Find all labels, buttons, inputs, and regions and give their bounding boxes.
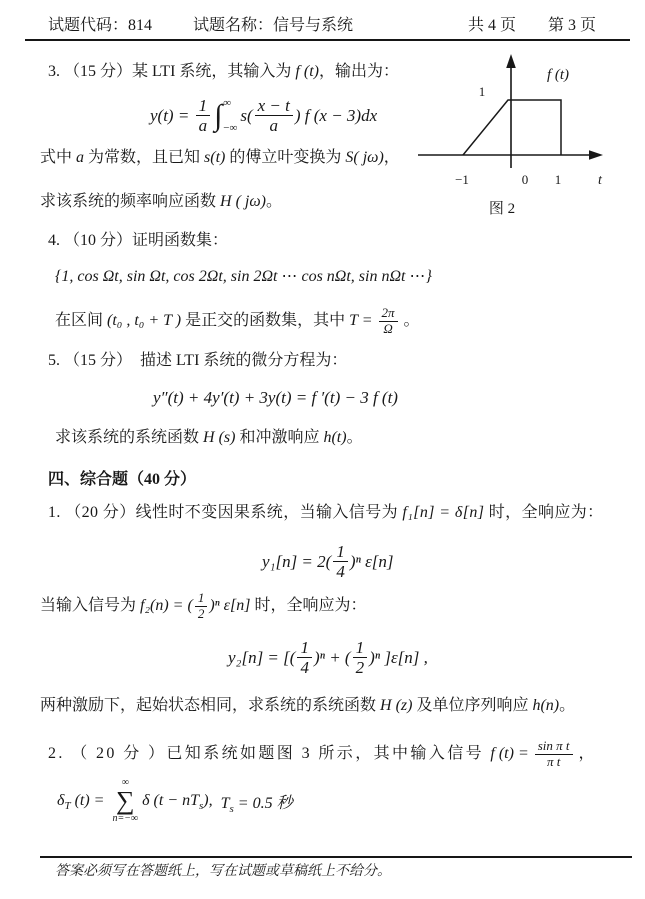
q3-line2-text2: 为常数，且已知 (84, 149, 205, 166)
q5-intro: 5. （15 分） 描述 LTI 系统的微分方程为： (48, 352, 348, 369)
section-4-title: 四、综合题（40 分） (48, 471, 197, 488)
figure-ft-label: f (t) (546, 67, 570, 83)
q3-line2-Sjw: S( jω) (345, 149, 384, 166)
y2-mid: )ⁿ + ( (313, 647, 351, 667)
f2-text1: 当输入信号为 (40, 596, 141, 614)
q4-interval-line (55, 300, 420, 342)
q4-frac-2pi-over-omega (379, 306, 398, 336)
q3-close-paren: ) (294, 105, 301, 125)
c1-outro-text2: 及单位序列响应 (412, 697, 533, 714)
integral-lower-limit: −∞ (223, 121, 238, 134)
q4-frac-den: Ω (383, 320, 393, 336)
q5-ht: h(t) (323, 429, 347, 446)
c1-hn: h(n) (532, 697, 560, 714)
delta-equals: (t) = (70, 792, 109, 809)
q3-line3-text: 求该系统的频率响应函数 (40, 193, 221, 210)
delta-glyph: δ (57, 792, 65, 809)
q5-Hs: H (s) (203, 429, 236, 446)
y2-frac1-den: 4 (300, 658, 309, 678)
q3-frac1-num: 1 (196, 96, 211, 116)
q4-intro: 4. （10 分）证明函数集： (48, 232, 229, 249)
header-exam-code: 试题代码：814 (48, 17, 153, 34)
q4-interval-text3: 。 (399, 311, 420, 329)
footer-notice: 答案必须写在答题纸上，写在试题或草稿纸上不给分。 (55, 864, 391, 879)
q5-line (55, 428, 363, 449)
q4-T-equals: T = (349, 311, 377, 329)
c1-outro-text3: 。 (559, 697, 576, 714)
q3-line2 (40, 148, 400, 169)
q3-line3 (40, 192, 282, 213)
q3-line3-tail: 。 (265, 193, 282, 210)
integral-upper-limit: ∞ (223, 96, 232, 109)
q3-intro-math: f (t) (295, 63, 319, 80)
y1-frac-1-over-4 (333, 542, 348, 581)
y2-lhs: y₂[n] = [( (228, 647, 296, 667)
y1-lhs: y₁[n] = 2( (262, 551, 332, 571)
c2-frac-sinpit-over-pit (535, 739, 573, 769)
sum-upper-limit: ∞ (121, 777, 129, 788)
delta-subscript-T: T (64, 800, 71, 813)
c2-intro (48, 732, 595, 776)
c1-y1-formula (262, 542, 394, 581)
header-total-pages: 共 4 页 (468, 17, 517, 34)
c1-intro-text: 1. （20 分）线性时不变因果系统，当输入信号为 (48, 504, 403, 521)
sum-operator: ∑ (116, 786, 135, 815)
Ts-value (221, 790, 293, 813)
q3-formula (150, 96, 377, 135)
q3-intro (48, 62, 399, 83)
q4-interval-math: (t₀ , t₀ + T ) (107, 311, 182, 329)
y1-frac-den: 4 (336, 562, 345, 582)
Ts-sub-s: s (229, 802, 234, 815)
spacer (213, 792, 221, 810)
q3-s-open: s( (240, 105, 253, 125)
c2-frac-den: π t (546, 753, 561, 769)
c2-ft-lhs: f (t) = (490, 744, 533, 762)
q3-line2-text1: 式中 (40, 149, 77, 166)
Ts-subscript: s (199, 800, 204, 813)
c1-f2-line (40, 585, 366, 627)
q3-frac2-num: x − t (255, 96, 293, 116)
f2-lhs: f₂(n) = ( (140, 596, 193, 614)
integral-limits (223, 98, 237, 134)
c1-intro-math: f₁[n] = δ[n] (402, 504, 485, 521)
y2-tail: )ⁿ ]ε[n] , (369, 647, 428, 667)
q5-line-text3: 。 (346, 429, 363, 446)
q3-line2-st: s(t) (204, 149, 226, 166)
q4-function-set: {1, cos Ωt, sin Ωt, cos 2Ωt, sin 2Ωt ⋯ cos nΩt, sin nΩt ⋯} (55, 268, 432, 285)
c1-outro (40, 696, 575, 717)
y2-frac2-num: 1 (353, 638, 368, 658)
delta-T-symbol (57, 792, 109, 813)
sum-lower-limit: n=−∞ (112, 813, 139, 824)
delta-body (142, 792, 213, 813)
c1-outro-text1: 两种激励下，起始状态相同，求系统的系统函数 (40, 697, 381, 714)
q3-line2-a: a (76, 149, 85, 166)
q4-interval-text1: 在区间 (55, 311, 108, 329)
q3-frac1-den: a (198, 116, 208, 136)
q4-frac-num: 2π (379, 306, 398, 322)
c1-intro-tail: 时，全响应为： (484, 504, 604, 521)
q3-frac-1-over-a (196, 96, 211, 135)
q3-intro-tail: ，输出为： (318, 63, 399, 80)
x-axis-arrow (589, 150, 603, 160)
f2-frac-den: 2 (197, 605, 205, 621)
footer-rule (40, 856, 632, 858)
Ts-symbol: T (220, 794, 230, 812)
figure-ylabel-1: 1 (478, 84, 486, 99)
figure-xlabel-0: 0 (521, 172, 529, 187)
c2-intro-text: 2. （ 20 分 ）已知系统如题图 3 所示，其中输入信号 (48, 744, 491, 762)
q5-differential-equation: y″(t) + 4y′(t) + 3y(t) = f ′(t) − 3 f (t) (153, 388, 398, 407)
delta-body-close: ), (203, 792, 213, 809)
q3-formula-lhs: y(t) = (150, 105, 194, 125)
f2-tail: )ⁿ ε[n] (209, 596, 251, 614)
header-rule (25, 39, 630, 41)
y2-frac1-num: 1 (297, 638, 312, 658)
f-t-waveform (463, 100, 561, 155)
y1-tail: )ⁿ ε[n] (349, 551, 394, 571)
f2-text2: 时，全响应为： (250, 596, 367, 614)
figure-xlabel-1: 1 (554, 172, 562, 187)
figure-caption: 图 2 (488, 201, 516, 217)
Ts-equals-value: = 0.5 秒 (233, 794, 293, 812)
figure-2-plot (418, 52, 643, 222)
summation-symbol (112, 778, 138, 824)
q3-line2-text3: 的傅立叶变换为 (225, 149, 346, 166)
c2-delta-formula (57, 778, 293, 824)
q3-frac2-den: a (269, 116, 278, 136)
q3-line3-Hjw: H ( jω) (220, 193, 266, 210)
delta-body-text: δ (t − nT (142, 792, 199, 809)
q5-line-text1: 求该系统的系统函数 (55, 429, 204, 446)
header-exam-name: 试题名称：信号与系统 (193, 17, 354, 34)
q3-intro-text: 3. （15 分）某 LTI 系统，其输入为 (48, 63, 296, 80)
c1-y2-formula (228, 638, 428, 677)
f2-frac-num: 1 (195, 591, 208, 607)
y-axis-arrow (506, 54, 516, 68)
header-page-number: 第 3 页 (548, 17, 597, 34)
q3-line2-text4: ， (383, 149, 400, 166)
y2-frac2-den: 2 (355, 658, 365, 678)
integral-sign: ∫ (214, 98, 223, 132)
c2-frac-num: sin π t (535, 739, 573, 755)
f2-frac-1-over-2 (195, 591, 208, 621)
y1-frac-num: 1 (333, 542, 348, 562)
q3-frac-xt-over-a (255, 96, 293, 135)
c1-intro (48, 503, 604, 524)
q3-formula-tail: f (x − 3)dx (300, 105, 378, 125)
figure-xlabel-neg1: −1 (455, 172, 469, 187)
q4-interval-text2: 是正交的函数集，其中 (181, 311, 350, 329)
c2-intro-tail: ， (574, 744, 595, 762)
y2-frac-1-over-4 (297, 638, 312, 677)
figure-t-label: t (598, 173, 602, 188)
q5-line-text2: 和冲激响应 (235, 429, 324, 446)
y2-frac-1-over-2 (353, 638, 368, 677)
c1-Hz: H (z) (380, 697, 413, 714)
